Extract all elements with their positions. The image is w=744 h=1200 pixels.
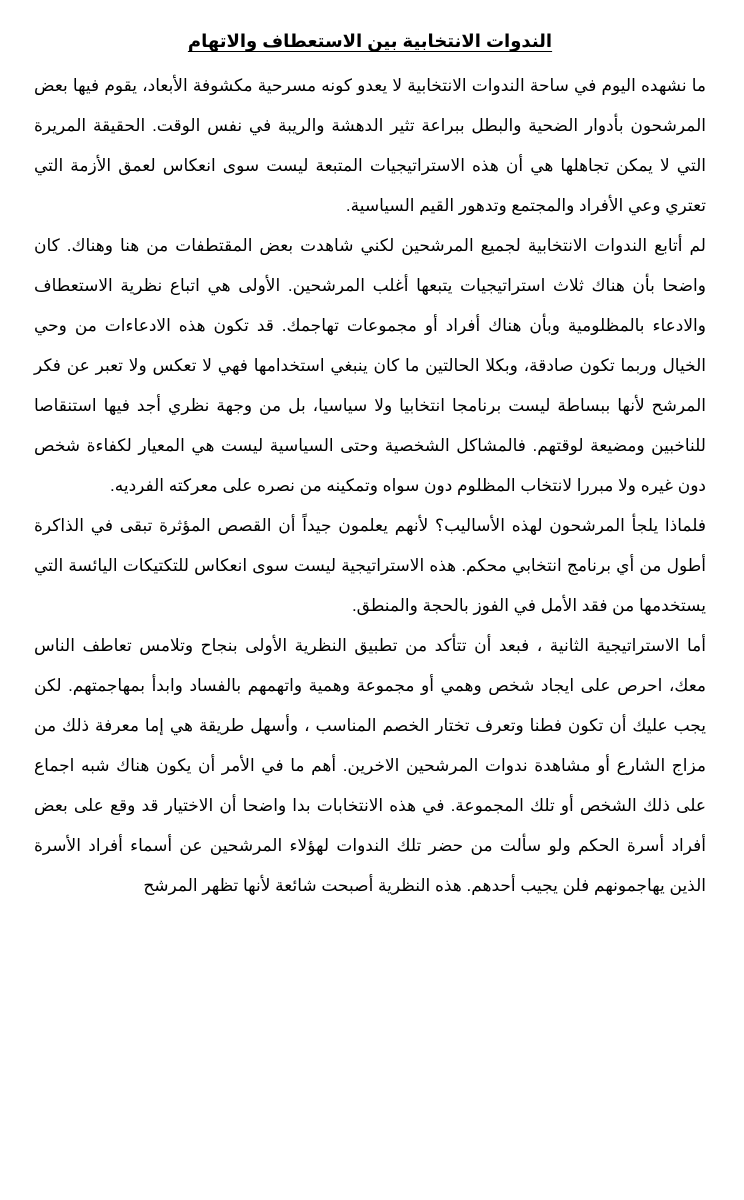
document-title [34,24,706,58]
paragraph-3: فلماذا يلجأ المرشحون لهذه الأساليب؟ لأنهم يعلمون جيداً أن القصص المؤثرة تبقى في الذاكرة أطول من أي برنامج انتخابي محكم. هذه الاستراتيجية ليست سوى انعكاس للتكتيكات اليائسة التي يستخدمها من فقد الأمل في الفوز بالحجة والمنطق. [34,516,706,615]
document-title-text: الندوات الانتخابية بين الاستعطاف والاتهام [187,31,553,51]
paragraph-2: لم أتابع الندوات الانتخابية لجميع المرشحين لكني شاهدت بعض المقتطفات من هنا وهناك. كان واضحا بأن هناك ثلاث استراتيجيات يتبعها أغلب المرشحين. الأولى هي اتباع نظرية الاستعطاف والادعاء بالمظلومية وبأن هناك أفراد أو مجموعات تهاجمك. قد تكون هذه الادعاءات من وحي الخيال وربما تكون صادقة، وبكلا الحالتين ما كان ينبغي استخدامها فهي لا تعكس ولا تعبر عن فكر المرشح لأنها ببساطة ليست برنامجا انتخابيا ولا سياسيا، بل من وجهة نظري أجد فيها استنقاصا للناخبين ومضيعة لوقتهم. فالمشاكل الشخصية وحتى السياسية ليست هي المعيار لكفاءة شخص دون غيره ولا مبررا لانتخاب المظلوم دون سواه وتمكينه من نصره على معركته الفرديه. [34,236,706,495]
paragraph-4: أما الاستراتيجية الثانية ، فبعد أن تتأكد من تطبيق النظرية الأولى بنجاح وتلامس تعاطف الناس معك، احرص على ايجاد شخص وهمي أو مجموعة وهمية واتهمهم بالفساد وابدأ بمهاجمتهم. لكن يجب عليك أن تكون فطنا وتعرف تختار الخصم المناسب ، وأسهل طريقة هي إما معرفة ذلك من مزاج الشارع أو مشاهدة ندوات المرشحين الاخرين. أهم ما في الأمر أن يكون هناك شبه اجماع على ذلك الشخص أو تلك المجموعة. في هذه الانتخابات بدا واضحا أن الاختيار قد وقع على بعض أفراد أسرة الحكم ولو سألت من حضر تلك الندوات لهؤلاء المرشحين عن أسماء أفراد الأسرة الذين يهاجمونهم فلن يجيب أحدهم. هذه النظرية أصبحت شائعة لأنها تظهر المرشح [34,636,706,895]
paragraph-1: ما نشهده اليوم في ساحة الندوات الانتخابية لا يعدو كونه مسرحية مكشوفة الأبعاد، يقوم فيها بعض المرشحون بأدوار الضحية والبطل ببراعة تثير الدهشة والريبة في نفس الوقت. الحقيقة المريرة التي لا يمكن تجاهلها هي أن هذه الاستراتيجيات المتبعة ليست سوى انعكاس لعمق الأزمة التي تعتري وعي الأفراد والمجتمع وتدهور القيم السياسية. [34,76,706,215]
